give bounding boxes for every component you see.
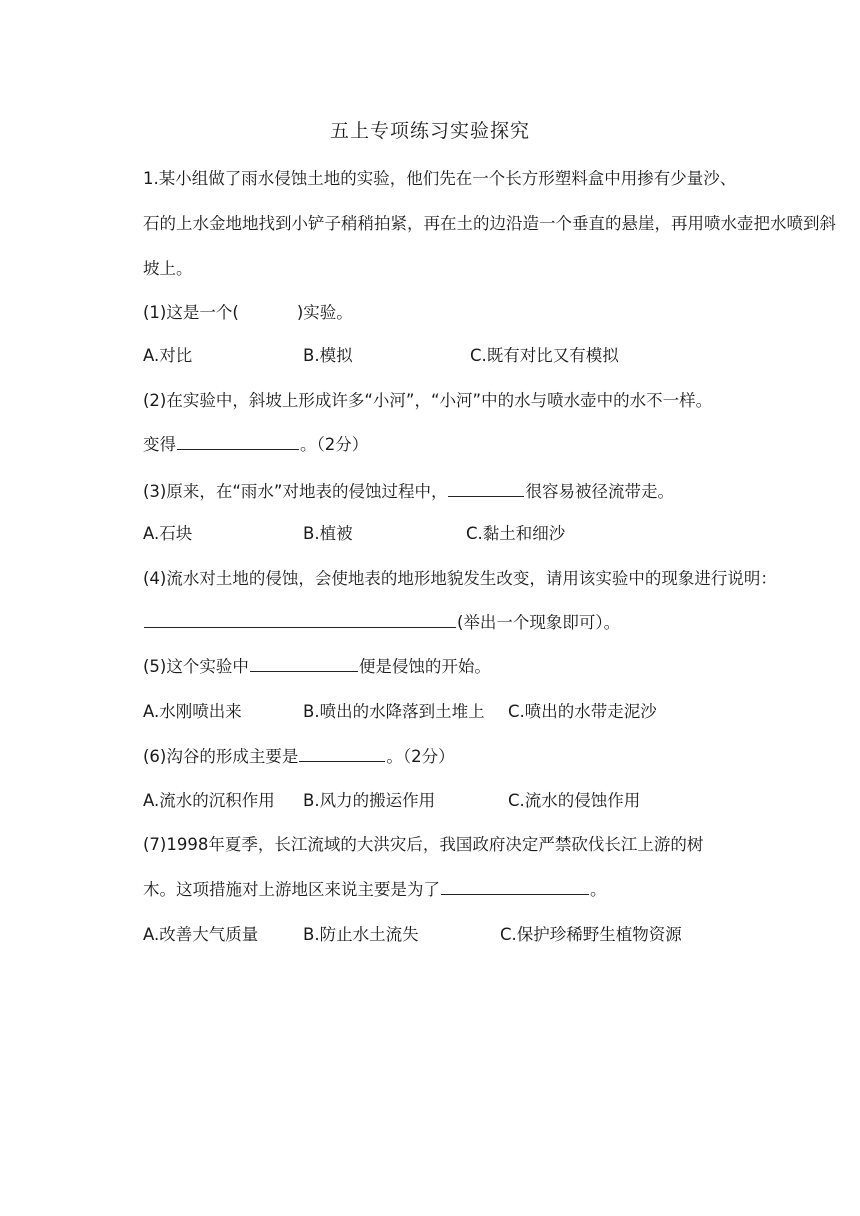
sub-question-7-stem: (7)1998年夏季，长江流域的大洪灾后，我国政府决定严禁砍伐长江上游的树 bbox=[143, 835, 704, 854]
option-1a[interactable]: A.对比 bbox=[143, 346, 193, 365]
question-1-stem-line-3: 坡上。 bbox=[143, 259, 193, 278]
sub-question-1 bbox=[143, 302, 353, 324]
sub-question-4-text-after: (举出一个现象即可）。 bbox=[457, 613, 621, 632]
option-5a[interactable]: A.水刚喷出来 bbox=[143, 702, 242, 721]
sub-question-7-text-after: 。 bbox=[590, 880, 607, 899]
page-title: 五上专项练习实验探究 bbox=[329, 120, 530, 142]
sub-question-6-text-after: 。（2分） bbox=[386, 747, 455, 766]
question-1-stem-line-1: 1.某小组做了雨水侵蚀土地的实验，他们先在一个长方形塑料盒中用掺有少量沙、 bbox=[143, 169, 737, 188]
option-5b[interactable]: B.喷出的水降落到土堆上 bbox=[303, 702, 485, 721]
option-6b[interactable]: B.风力的搬运作用 bbox=[303, 791, 436, 810]
sub-question-5-text-before: (5)这个实验中 bbox=[143, 657, 249, 676]
sub-question-4-fill bbox=[143, 611, 620, 634]
question-1-stem-line-2: 石的上水金地地找到小铲子稍稍拍紧，再在土的边沿造一个垂直的悬崖，再用喷水壶把水喷到斜 bbox=[143, 214, 836, 233]
sub-question-4-stem: (4)流水对土地的侵蚀，会使地表的地形地貌发生改变，请用该实验中的现象进行说明： bbox=[143, 569, 777, 588]
option-3a[interactable]: A.石块 bbox=[143, 524, 193, 543]
sub-question-1-text-after: )实验。 bbox=[296, 303, 353, 322]
answer-blank-3[interactable] bbox=[448, 480, 524, 497]
answer-blank-4[interactable] bbox=[144, 611, 456, 628]
option-1c[interactable]: C.既有对比又有模拟 bbox=[470, 346, 619, 365]
option-6c[interactable]: C.流水的侵蚀作用 bbox=[508, 791, 641, 810]
sub-question-2-text-after: 。（2分） bbox=[300, 435, 369, 454]
sub-question-3 bbox=[143, 480, 674, 503]
sub-question-6-text-before: (6)沟谷的形成主要是 bbox=[143, 747, 299, 766]
option-5c[interactable]: C.喷出的水带走泥沙 bbox=[508, 702, 657, 721]
option-7b[interactable]: B.防止水土流失 bbox=[303, 925, 419, 944]
sub-question-3-text-after: 很容易被径流带走。 bbox=[525, 482, 674, 501]
sub-question-6 bbox=[143, 745, 455, 768]
option-3c[interactable]: C.黏土和细沙 bbox=[466, 524, 566, 543]
sub-question-2-stem: (2)在实验中，斜坡上形成许多“小河”，“小河”中的水与喷水壶中的水不一样。 bbox=[143, 391, 713, 410]
sub-question-7-fill bbox=[143, 878, 607, 901]
option-3b[interactable]: B.植被 bbox=[303, 524, 353, 543]
option-7a[interactable]: A.改善大气质量 bbox=[143, 925, 259, 944]
sub-question-3-text-before: (3)原来，在“雨水”对地表的侵蚀过程中， bbox=[143, 482, 448, 501]
sub-question-5 bbox=[143, 655, 491, 678]
option-7c[interactable]: C.保护珍稀野生植物资源 bbox=[500, 925, 682, 944]
option-1b[interactable]: B.模拟 bbox=[303, 346, 353, 365]
sub-question-5-text-after: 便是侵蚀的开始。 bbox=[358, 657, 491, 676]
answer-blank-5[interactable] bbox=[250, 655, 358, 672]
answer-blank-6[interactable] bbox=[299, 745, 385, 762]
sub-question-2-fill bbox=[143, 433, 368, 456]
sub-question-2-text-before: 变得 bbox=[143, 435, 176, 454]
answer-blank-7[interactable] bbox=[441, 878, 589, 895]
option-6a[interactable]: A.流水的沉积作用 bbox=[143, 791, 275, 810]
answer-blank-2[interactable] bbox=[177, 433, 299, 450]
sub-question-1-text-before: (1)这是一个( bbox=[143, 303, 239, 322]
sub-question-7-text-before: 木。这项措施对上游地区来说主要是为了 bbox=[143, 880, 440, 899]
